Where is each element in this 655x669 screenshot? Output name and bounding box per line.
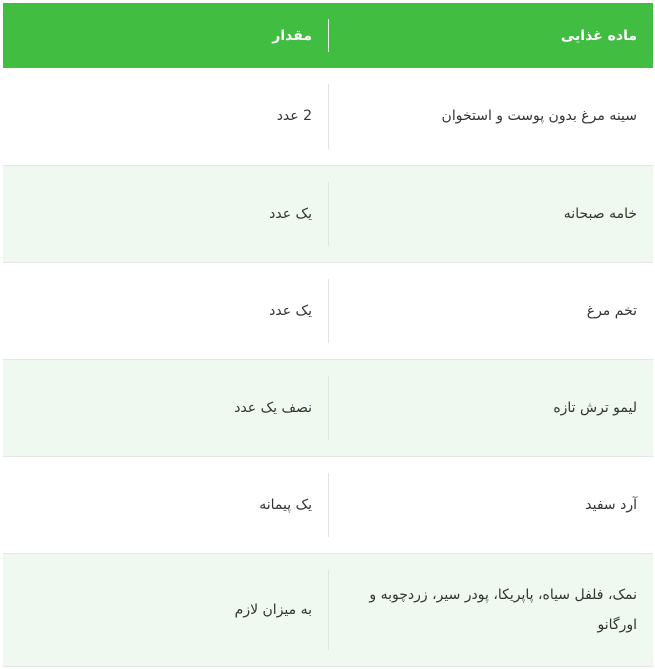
amount-cell: به میزان لازم [234, 601, 312, 618]
table-row [3, 68, 653, 165]
header-ingredient: ماده غذایی [328, 3, 653, 68]
amount-cell: 2 عدد [276, 108, 312, 125]
header-amount: مقدار [272, 27, 312, 44]
ingredient-cell: تخم مرغ [328, 262, 653, 359]
table-row [3, 553, 653, 666]
ingredient-cell: خامه صبحانه [328, 165, 653, 262]
ingredient-cell: لیمو ترش تازه [328, 359, 653, 456]
amount-cell: یک پیمانه [259, 496, 312, 513]
table-row [3, 165, 653, 262]
ingredient-cell: سینه مرغ بدون پوست و استخوان [328, 68, 653, 165]
table-row [3, 359, 653, 456]
amount-cell: یک عدد [269, 205, 312, 222]
ingredients-table-container [3, 3, 653, 667]
amount-cell: نصف یک عدد [234, 399, 312, 416]
ingredient-cell: آرد سفید [328, 456, 653, 553]
table-row [3, 456, 653, 553]
amount-cell: یک عدد [269, 302, 312, 319]
table-row [3, 262, 653, 359]
table-header [3, 3, 653, 68]
table-body [3, 68, 653, 666]
table-header-row [3, 3, 653, 68]
ingredient-cell: نمک، فلفل سیاه، پاپریکا، پودر سیر، زردچوبه و اورگانو [328, 553, 653, 666]
ingredients-table [3, 3, 653, 667]
